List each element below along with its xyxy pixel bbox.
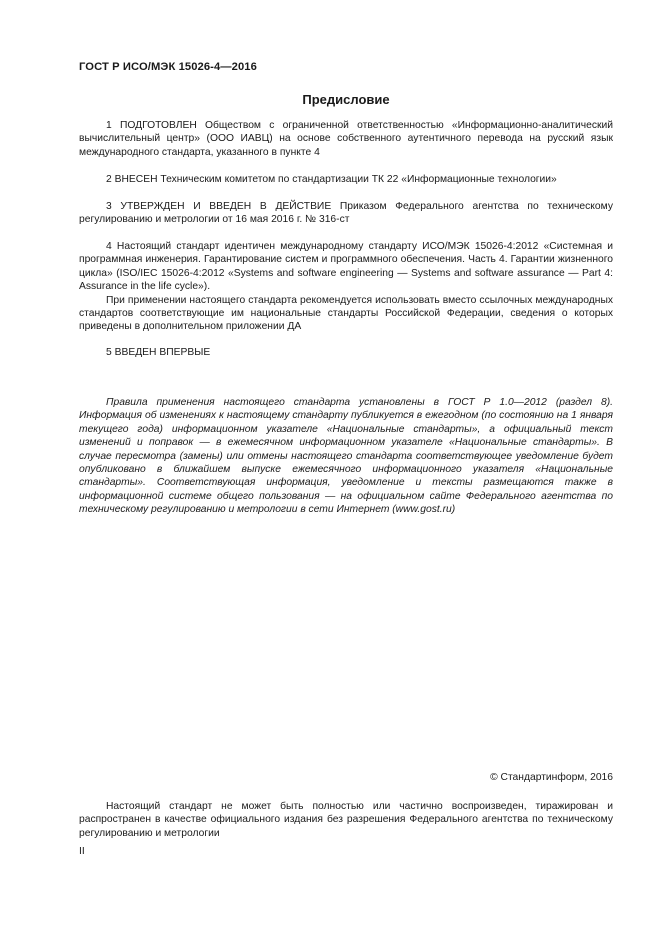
paragraph-5-block bbox=[79, 346, 613, 359]
paragraph-4-block bbox=[79, 240, 613, 334]
italic-notice: Правила применения настоящего стандарта установлены в ГОСТ Р 1.0—2012 (раздел 8). Информация об изменениях к настоящему стандарту публикуется в ежегодном (по состоянию на 1 января текущего года) информационном указателе «Национальные стандарты», а официальный текст изменений и поправок — в ежемесячном информационном указателе «Национальные стандарты». В случае пересмотра (замены) или отмены настоящего стандарта соответствующее уведомление будет опубликовано в ближайшем выпуске ежемесячного информационного указателя «Национальные стандарты». Соответствующая информация, уведомление и тексты размещаются также в информационной системе общего пользования — на официальном сайте Федерального агентства по техническому регулированию и метрологии в сети Интернет (www.gost.ru) bbox=[79, 397, 613, 516]
standard-code-header: ГОСТ Р ИСО/МЭК 15026-4—2016 bbox=[79, 61, 257, 73]
paragraph-identical-standard: 4 Настоящий стандарт идентичен международному стандарту ИСО/МЭК 15026-4:2012 «Системная и программная инженерия. Гарантирование систем и программного обеспечения. Часть 4. Гарантии жизненного цикла» (ISO/IEC 15026-4:2012 «Systems and software engineering — Systems and software assurance — Part 4: Assurance in the life cycle»). bbox=[79, 241, 613, 293]
paragraph-1-block bbox=[79, 119, 613, 159]
reproduction-notice: Настоящий стандарт не может быть полностью или частично воспроизведен, тиражирован и распространен в качестве официального издания без разрешения Федерального агентства по техническому регулированию и метрологии bbox=[79, 801, 613, 839]
paragraph-3-block bbox=[79, 200, 613, 227]
page-number: II bbox=[79, 846, 85, 857]
page-title: Предисловие bbox=[302, 92, 390, 107]
paragraph-usage-note: При применении настоящего стандарта рекомендуется использовать вместо ссылочных международных стандартов соответствующие им национальные стандарты Российской Федерации, сведения о которых приведены в дополнительном приложении ДА bbox=[79, 294, 613, 333]
paragraph-approved: 3 УТВЕРЖДЕН И ВВЕДЕН В ДЕЙСТВИЕ Приказом Федерального агентства по техническому регулированию и метрологии от 16 мая 2016 г. № 316-ст bbox=[79, 201, 613, 226]
paragraph-first-introduced: 5 ВВЕДЕН ВПЕРВЫЕ bbox=[106, 347, 211, 358]
paragraph-introduced-by: 2 ВНЕСЕН Техническим комитетом по стандартизации ТК 22 «Информационные технологии» bbox=[106, 174, 557, 185]
paragraph-2-block bbox=[79, 173, 613, 186]
copyright-line: © Стандартинформ, 2016 bbox=[490, 772, 613, 783]
paragraph-prepared-by: 1 ПОДГОТОВЛЕН Обществом с ограниченной ответственностью «Информационно-аналитический вычислительный центр» (ООО ИАВЦ) на основе собственного аутентичного перевода на русский язык международного стандарта, указанного в пункте 4 bbox=[79, 120, 613, 158]
